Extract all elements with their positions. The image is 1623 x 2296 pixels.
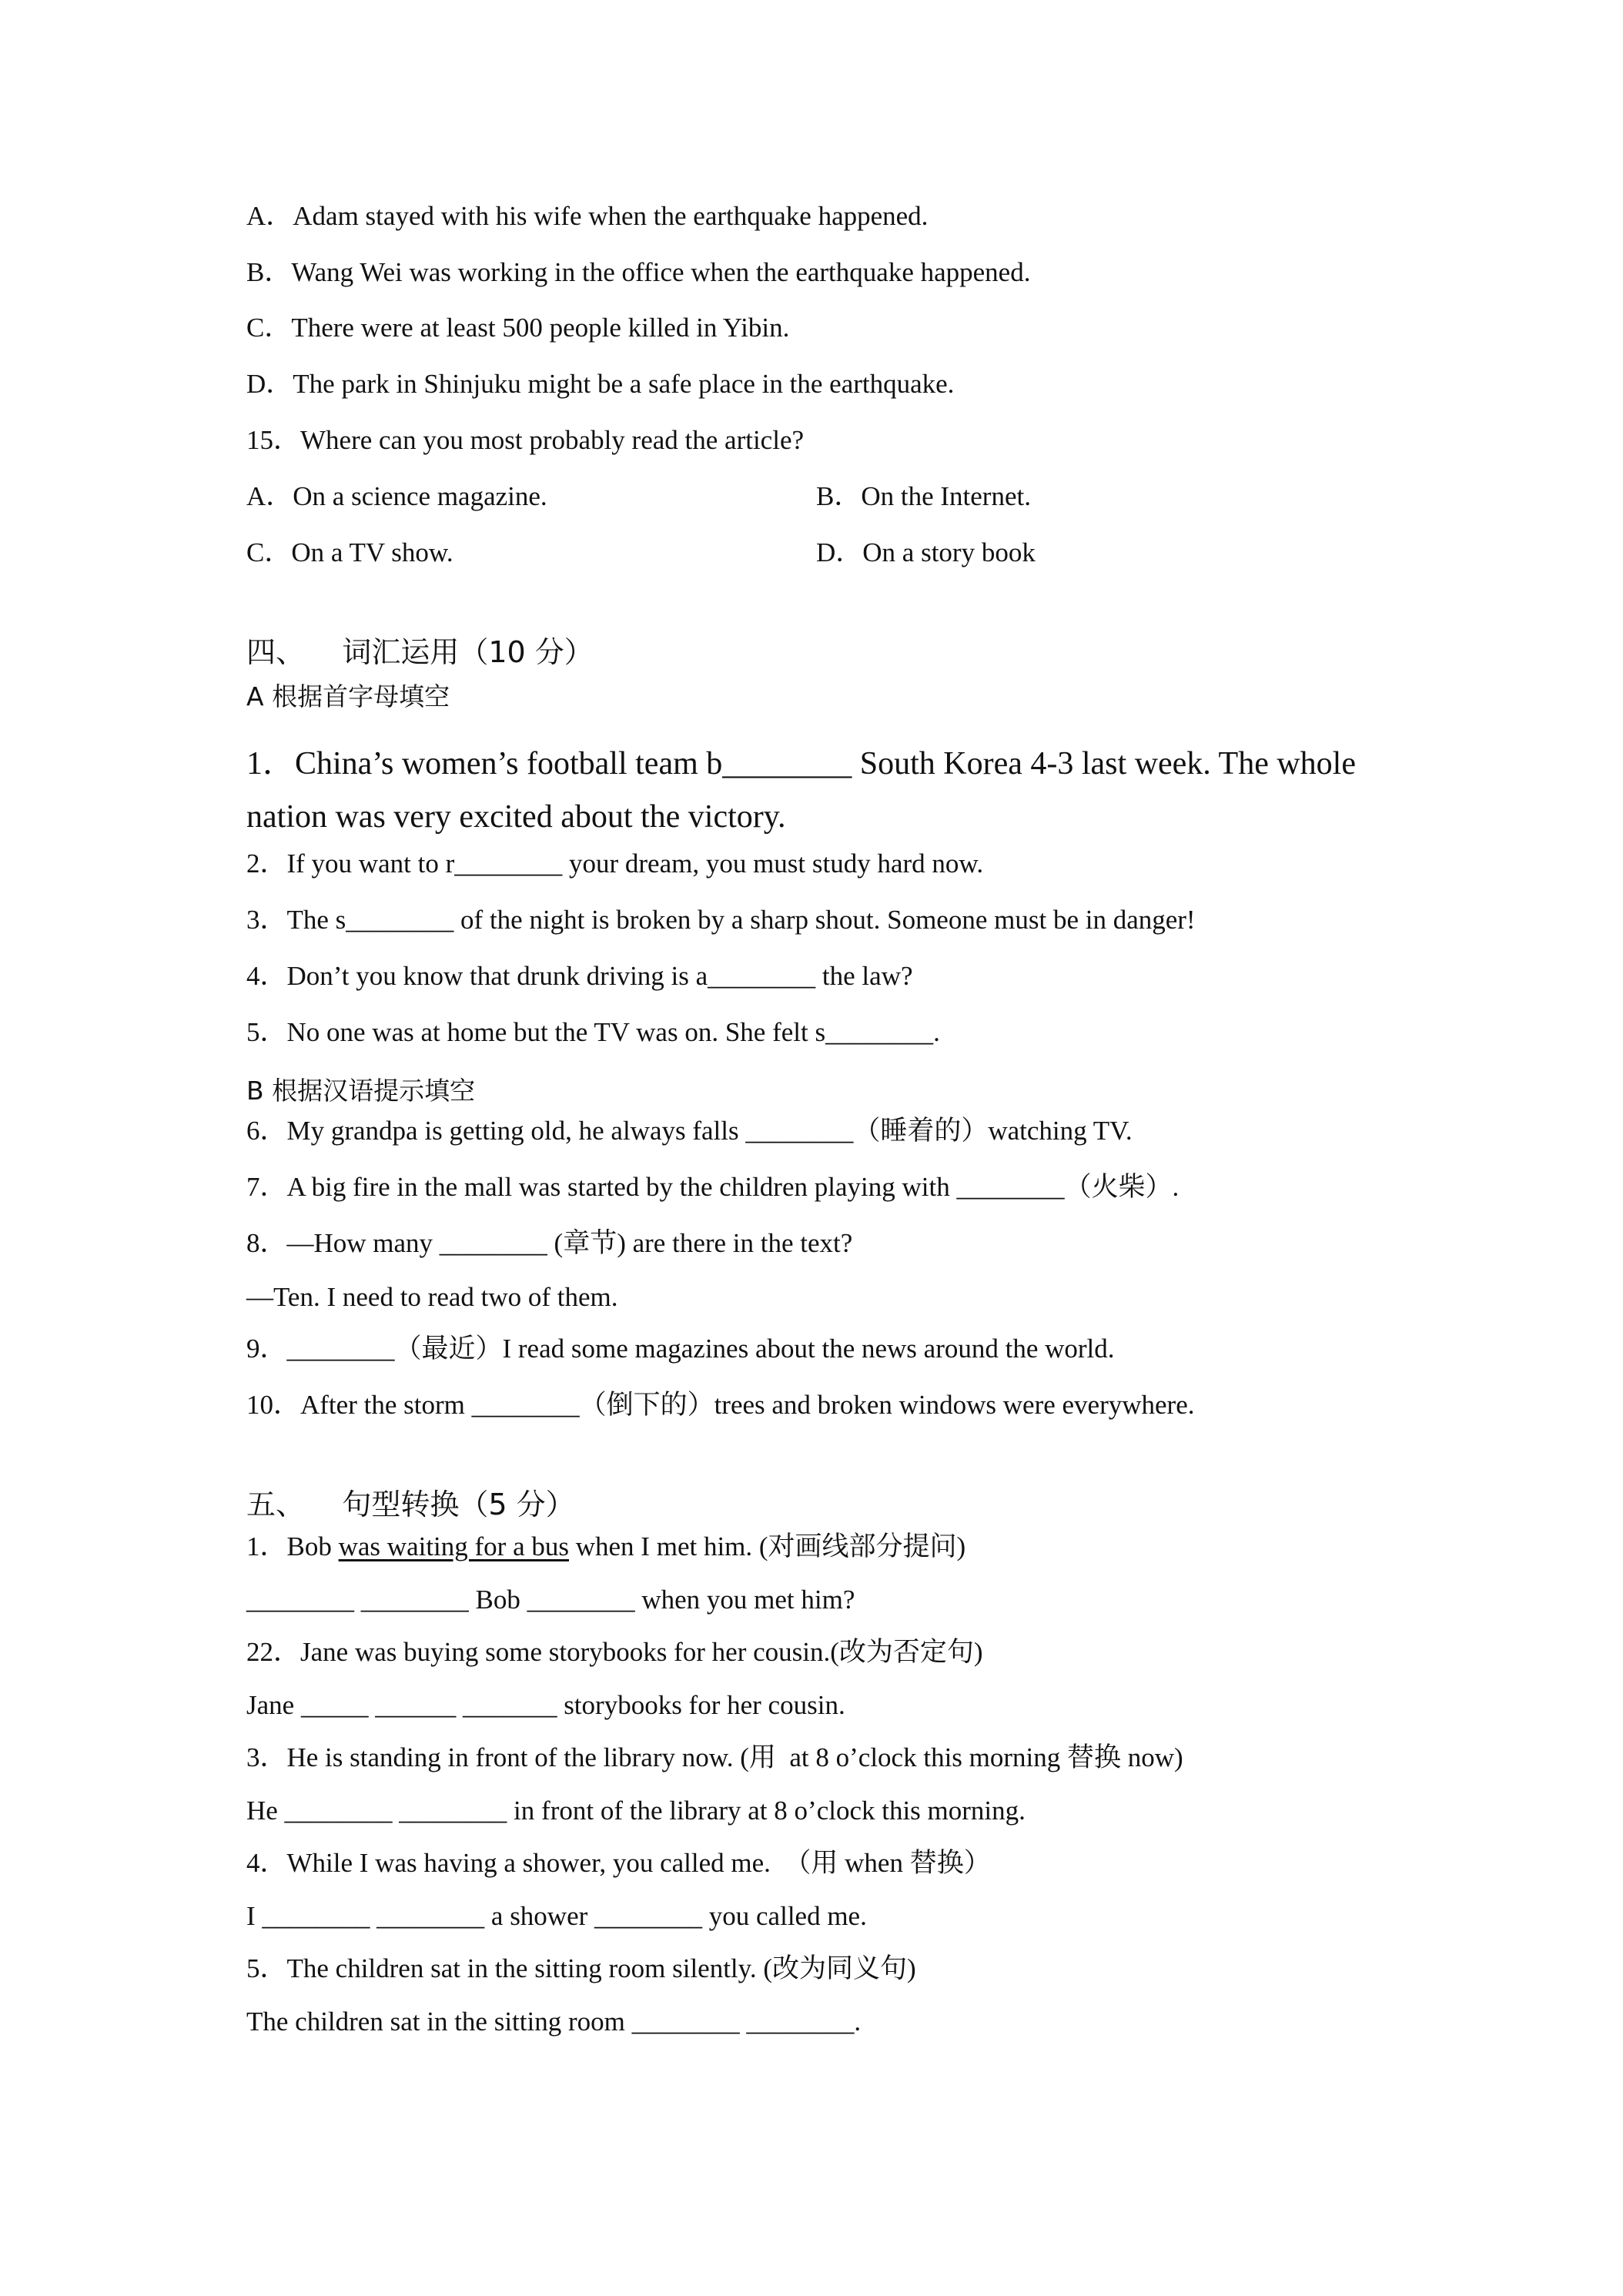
vocab-q3: 3．The s________ of the night is broken by a sharp shout. Someone must be in danger! <box>246 905 1196 935</box>
vocab-q8: 8．—How many ________ (章节) are there in the text? <box>246 1228 853 1258</box>
transform-q3-answer: He ________ ________ in front of the library at 8 o’clock this morning. <box>246 1796 1026 1826</box>
transform-q4-answer: I ________ ________ a shower ________ you called me. <box>246 1901 867 1931</box>
q15-option-a: A．On a science magazine. <box>246 481 547 511</box>
q15-stem: 15．Where can you most probably read the article? <box>246 425 805 455</box>
transform-q5: 5．The children sat in the sitting room silently. (改为同义句) <box>246 1953 916 1983</box>
vocab-q8-answer: —Ten. I need to read two of them. <box>246 1282 618 1312</box>
vocab-q4: 4．Don’t you know that drunk driving is a________ the law? <box>246 961 913 991</box>
vocab-q1-line1: 1．China’s women’s football team b________ South Korea 4-3 last week. The whole <box>246 746 1356 782</box>
transform-q1 <box>246 1530 965 1564</box>
section5-title: 五、 句型转换（5 分） <box>246 1488 575 1521</box>
transform-q1-prefix: 1．Bob <box>246 1531 339 1561</box>
transform-q5-answer: The children sat in the sitting room ________ ________. <box>246 2006 862 2037</box>
transform-q3: 3．He is standing in front of the library now. (用 at 8 o’clock this morning 替换 now) <box>246 1742 1183 1772</box>
q15-option-c: C．On a TV show. <box>246 537 453 567</box>
q15-option-b: B．On the Internet. <box>816 481 1031 511</box>
section4-title: 四、 词汇运用（10 分） <box>246 635 594 669</box>
transform-q1-suffix: when I met him. (对画线部分提问) <box>569 1531 966 1561</box>
vocab-q2: 2．If you want to r________ your dream, you must study hard now. <box>246 848 984 879</box>
transform-q2-answer: Jane _____ ______ _______ storybooks for her cousin. <box>246 1690 845 1720</box>
vocab-q10: 10．After the storm ________（倒下的）trees and broken windows were everywhere. <box>246 1390 1195 1420</box>
q14-option-c: C．There were at least 500 people killed in Yibin. <box>246 313 790 343</box>
q14-option-a: A．Adam stayed with his wife when the earthquake happened. <box>246 201 929 231</box>
transform-q1-underlined: was waiting for a bus <box>338 1531 569 1561</box>
q14-option-d: D．The park in Shinjuku might be a safe place in the earthquake. <box>246 369 955 399</box>
transform-q2: 22．Jane was buying some storybooks for her cousin.(改为否定句) <box>246 1637 983 1667</box>
vocab-q6: 6．My grandpa is getting old, he always falls ________（睡着的）watching TV. <box>246 1116 1133 1146</box>
vocab-q7: 7．A big fire in the mall was started by the children playing with ________（火柴）. <box>246 1172 1180 1202</box>
vocab-q5: 5．No one was at home but the TV was on. She felt s________. <box>246 1017 940 1047</box>
q15-option-d: D．On a story book <box>816 537 1036 567</box>
vocab-q1-line2: nation was very excited about the victory. <box>246 799 786 835</box>
section4-part-b-title: B 根据汉语提示填空 <box>246 1076 476 1106</box>
vocab-q9: 9．________（最近）I read some magazines about the news around the world. <box>246 1334 1115 1364</box>
section4-part-a-title: A 根据首字母填空 <box>246 681 450 711</box>
transform-q4: 4．While I was having a shower, you called me. （用 when 替换） <box>246 1848 991 1878</box>
q14-option-b: B．Wang Wei was working in the office when the earthquake happened. <box>246 257 1031 287</box>
transform-q1-answer: ________ ________ Bob ________ when you met him? <box>246 1585 855 1615</box>
